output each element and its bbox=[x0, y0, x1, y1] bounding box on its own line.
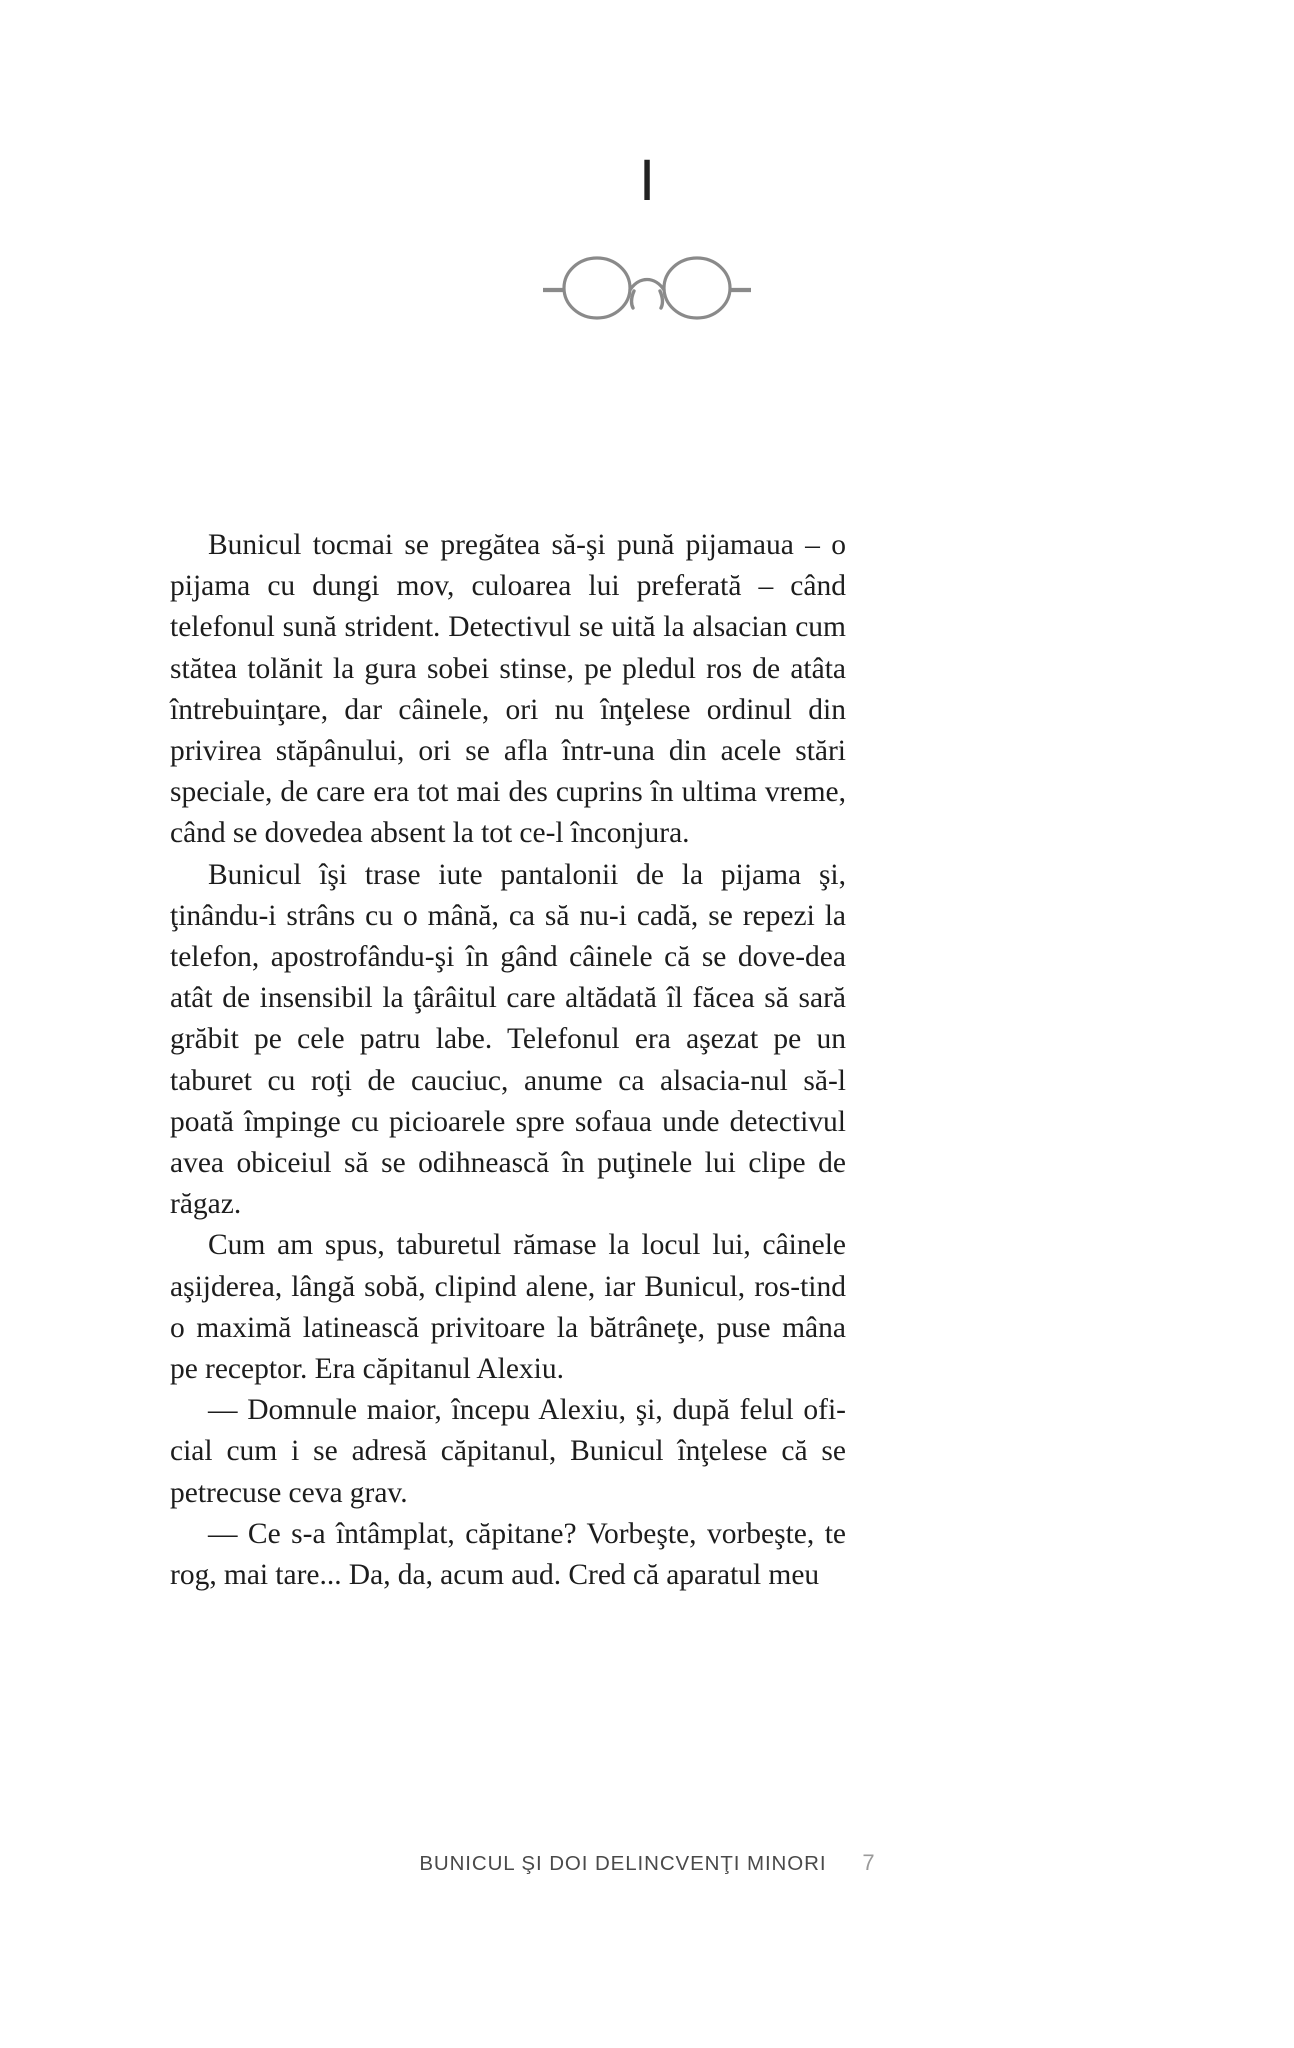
chapter-ornament bbox=[0, 250, 1294, 320]
eyeglasses-icon bbox=[539, 250, 755, 320]
body-text bbox=[170, 525, 846, 1596]
paragraph: — Domnule maior, începu Alexiu, şi, după felul ofi-cial cum i se adresă căpitanul, Bunicul înţelese că se petrecuse ceva grav. bbox=[170, 1394, 846, 1509]
page-footer bbox=[0, 1850, 1294, 1876]
paragraph: — Ce s-a întâmplat, căpitane? Vorbeşte, vorbeşte, te rog, mai tare... Da, da, acum aud. Cred că aparatul meu bbox=[170, 1517, 846, 1592]
paragraph: Bunicul tocmai se pregătea să-şi pună pijamaua – o pijama cu dungi mov, culoarea lui preferată – când telefonul sună strident. Detectivul se uită la alsacian cum stătea tolănit la gura sobei stinse, pe pledul ros de atâta întrebuinţare, dar câinele, ori nu înţelese ordinul din privirea stăpânului, ori se afla într-una din acele stări speciale, de care era tot mai des cuprins în ultima vreme, când se dovedea absent la tot ce-l înconjura. bbox=[170, 529, 846, 850]
page-number: 7 bbox=[862, 1850, 875, 1875]
chapter-number: I bbox=[638, 148, 656, 213]
paragraph: Cum am spus, taburetul rămase la locul lui, câinele aşijderea, lângă sobă, clipind alene, iar Bunicul, ros-tind o maximă latinească privitoare la bătrâneţe, puse mâna pe receptor. Era căpitanul Alexiu. bbox=[170, 1229, 846, 1386]
paragraph: Bunicul îşi trase iute pantalonii de la pijama şi, ţinându-i strâns cu o mână, ca să nu-i cadă, se repezi la telefon, apostrofându-şi în gând câinele că se dove-dea atât de insensibil la ţârâitul care altădată îl făcea să sară grăbit pe cele patru labe. Telefonul era aşezat pe un taburet cu roţi de cauciuc, anume ca alsacia-nul să-l poată împinge cu picioarele spre sofaua unde detectivul avea obiceiul să se odihnească în puţinele lui clipe de răgaz. bbox=[170, 858, 846, 1221]
running-head-title: BUNICUL ŞI DOI DELINCVENŢI MINORI bbox=[419, 1852, 827, 1875]
chapter-header bbox=[0, 148, 1294, 213]
